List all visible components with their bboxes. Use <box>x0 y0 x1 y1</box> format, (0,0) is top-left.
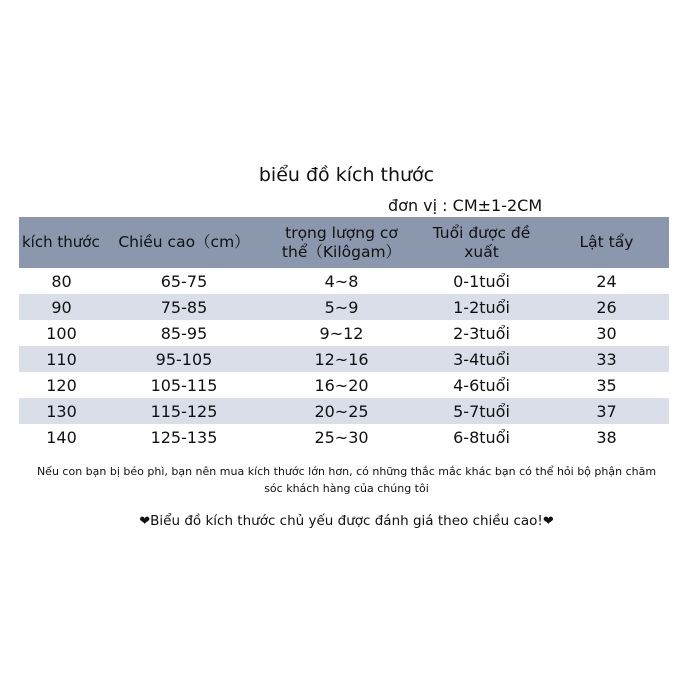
header-age: Tuổi được đề xuất <box>432 223 531 261</box>
cell-chest: 26 <box>596 297 617 317</box>
sizing-note-line-1: Nếu con bạn bị béo phì, bạn nên mua kích thước lớn hơn, có những thắc mắc khác bạn có thể hỏi bộ phận chăm <box>36 465 657 478</box>
size-chart-table <box>19 217 669 450</box>
table-row <box>19 320 669 346</box>
cell-weight: 16~20 <box>314 375 369 395</box>
cell-size: 130 <box>46 401 77 421</box>
cell-chest: 35 <box>596 375 617 395</box>
table-row <box>19 372 669 398</box>
cell-chest: 38 <box>596 427 617 447</box>
cell-age: 1-2tuổi <box>453 297 510 317</box>
cell-age: 0-1tuổi <box>453 271 510 291</box>
cell-age: 3-4tuổi <box>453 349 510 369</box>
footer-text: Biểu đồ kích thước chủ yếu được đánh giá theo chiều cao! <box>150 513 543 529</box>
unit-label: đơn vị : CM±1-2CM <box>388 196 543 215</box>
heart-icon: ❤ <box>139 514 151 529</box>
cell-age: 4-6tuổi <box>453 375 510 395</box>
header-weight: trọng lượng cơ thể（Kilôgam） <box>281 223 402 261</box>
cell-height: 115-125 <box>150 401 218 421</box>
cell-age: 5-7tuổi <box>453 401 510 421</box>
table-row <box>19 346 669 372</box>
cell-weight: 12~16 <box>314 349 369 369</box>
sizing-note-line-2: sóc khách hàng của chúng tôi <box>264 482 429 495</box>
sizing-note <box>20 463 673 497</box>
cell-weight: 20~25 <box>314 401 369 421</box>
cell-weight: 9~12 <box>319 323 364 343</box>
cell-size: 140 <box>46 427 77 447</box>
table-row <box>19 294 669 320</box>
cell-weight: 4~8 <box>324 271 359 291</box>
cell-size: 90 <box>51 297 72 317</box>
cell-size: 100 <box>46 323 77 343</box>
cell-weight: 25~30 <box>314 427 369 447</box>
header-size: kích thước <box>22 233 100 251</box>
page-title: biểu đồ kích thước <box>258 164 435 186</box>
cell-chest: 30 <box>596 323 617 343</box>
cell-age: 6-8tuổi <box>453 427 510 447</box>
cell-size: 120 <box>46 375 77 395</box>
table-row <box>19 268 669 294</box>
cell-weight: 5~9 <box>324 297 359 317</box>
cell-height: 75-85 <box>160 297 208 317</box>
cell-chest: 33 <box>596 349 617 369</box>
table-header-row <box>19 217 669 268</box>
cell-size: 80 <box>51 271 72 291</box>
cell-height: 95-105 <box>155 349 213 369</box>
table-row <box>19 424 669 450</box>
cell-height: 125-135 <box>150 427 218 447</box>
table-row <box>19 398 669 424</box>
cell-height: 105-115 <box>150 375 218 395</box>
cell-size: 110 <box>46 349 77 369</box>
header-height: Chiều cao（cm） <box>118 233 250 251</box>
header-chest: Lật tẩy <box>579 233 634 251</box>
cell-height: 85-95 <box>160 323 208 343</box>
heart-icon: ❤ <box>542 514 554 529</box>
cell-chest: 24 <box>596 271 617 291</box>
footer-notice <box>0 513 693 529</box>
cell-age: 2-3tuổi <box>453 323 510 343</box>
cell-chest: 37 <box>596 401 617 421</box>
cell-height: 65-75 <box>160 271 208 291</box>
